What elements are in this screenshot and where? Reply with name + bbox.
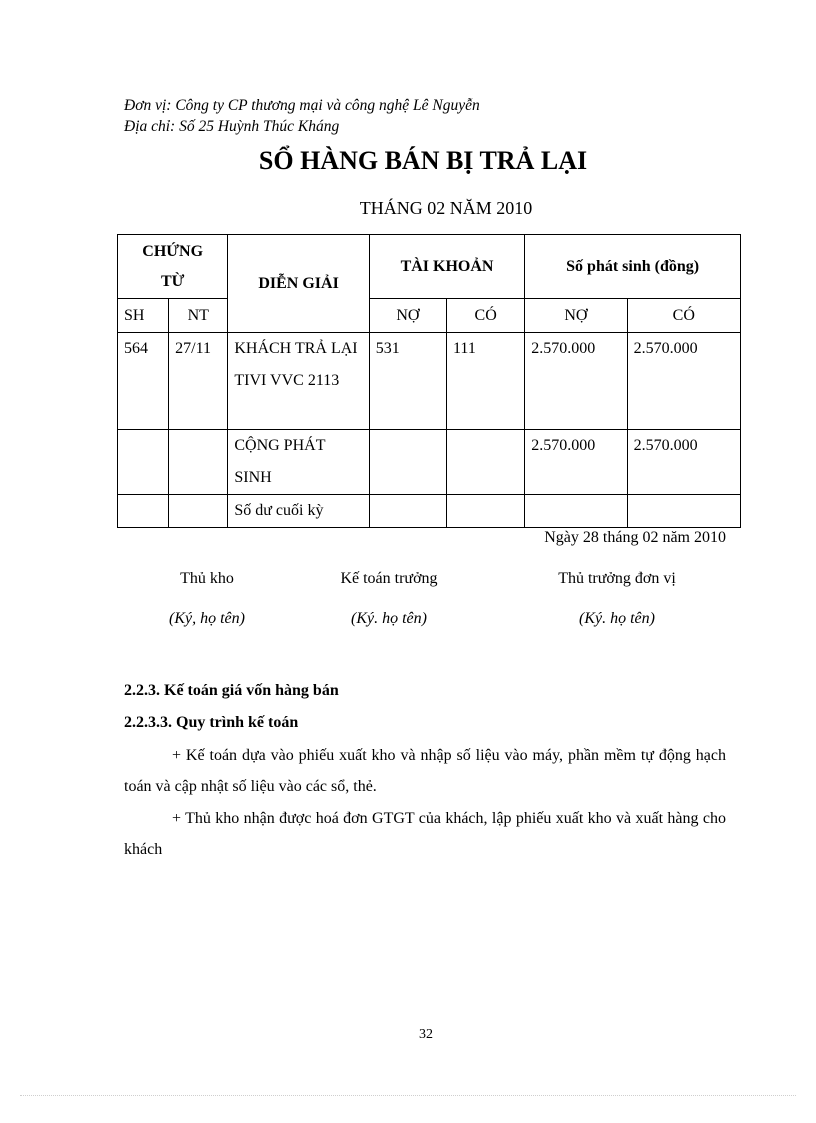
signature-role-storekeeper: Thủ kho (180, 570, 234, 587)
header-amount: Số phát sinh (đồng) (525, 235, 741, 299)
cell-amount-debit: 2.570.000 (525, 430, 627, 495)
signature-note-storekeeper: (Ký, họ tên) (169, 610, 245, 627)
subheader-sh: SH (118, 299, 169, 333)
cell-nt (169, 430, 228, 495)
paragraph: + Thủ kho nhận được hoá đơn GTGT của khách, lập phiếu xuất kho và xuất hàng cho khách (124, 810, 726, 858)
cell-sh: 564 (118, 333, 169, 430)
subheader-account-debit: NỢ (369, 299, 446, 333)
cell-account-debit (369, 430, 446, 495)
page-footer-divider (20, 1095, 796, 1096)
cell-amount-credit (627, 495, 740, 528)
cell-amount-debit (525, 495, 627, 528)
cell-account-credit: 111 (447, 333, 525, 430)
section-heading: 2.2.3. Kế toán giá vốn hàng bán (124, 682, 339, 699)
returned-goods-ledger-table (117, 234, 741, 528)
subheader-amount-debit: NỢ (525, 299, 627, 333)
subsection-heading: 2.2.3.3. Quy trình kế toán (124, 714, 299, 731)
cell-description: CỘNG PHÁT SINH (228, 430, 369, 495)
cell-amount-credit: 2.570.000 (627, 430, 740, 495)
signature-note-unit-head: (Ký. họ tên) (579, 610, 655, 627)
header-voucher: CHỨNG TỪ (118, 235, 228, 299)
cell-description: Số dư cuối kỳ (228, 495, 369, 528)
subheader-account-credit: CÓ (447, 299, 525, 333)
cell-account-credit (447, 495, 525, 528)
cell-amount-debit: 2.570.000 (525, 333, 627, 430)
cell-account-debit: 531 (369, 333, 446, 430)
subheader-nt: NT (169, 299, 228, 333)
cell-account-credit (447, 430, 525, 495)
paragraph: + Kế toán dựa vào phiếu xuất kho và nhập số liệu vào máy, phần mềm tự động hạch toán và cập nhật số liệu vào các sổ, thẻ. (124, 747, 726, 795)
cell-nt: 27/11 (169, 333, 228, 430)
signature-note-chief-accountant: (Ký. họ tên) (351, 610, 427, 627)
table-row (118, 430, 741, 495)
cell-account-debit (369, 495, 446, 528)
document-title: SỔ HÀNG BÁN BỊ TRẢ LẠI (258, 146, 588, 175)
header-description: DIỄN GIẢI (228, 235, 369, 333)
page-number: 32 (419, 1027, 433, 1042)
cell-description: KHÁCH TRẢ LẠI TIVI VVC 2113 (228, 333, 369, 430)
cell-sh (118, 495, 169, 528)
signature-role-unit-head: Thủ trưởng đơn vị (558, 570, 676, 587)
header-account: TÀI KHOẢN (369, 235, 524, 299)
table-row (118, 495, 741, 528)
subheader-amount-credit: CÓ (627, 299, 740, 333)
document-subtitle: THÁNG 02 NĂM 2010 (359, 198, 533, 218)
cell-nt (169, 495, 228, 528)
signature-date: Ngày 28 tháng 02 năm 2010 (544, 529, 726, 546)
cell-amount-credit: 2.570.000 (627, 333, 740, 430)
signature-role-chief-accountant: Kế toán trưởng (340, 570, 438, 587)
company-name: Đơn vị: Công ty CP thương mại và công nghệ Lê Nguyễn (124, 97, 480, 114)
cell-sh (118, 430, 169, 495)
table-row (118, 333, 741, 430)
company-address: Địa chỉ: Số 25 Huỳnh Thúc Kháng (124, 118, 340, 135)
